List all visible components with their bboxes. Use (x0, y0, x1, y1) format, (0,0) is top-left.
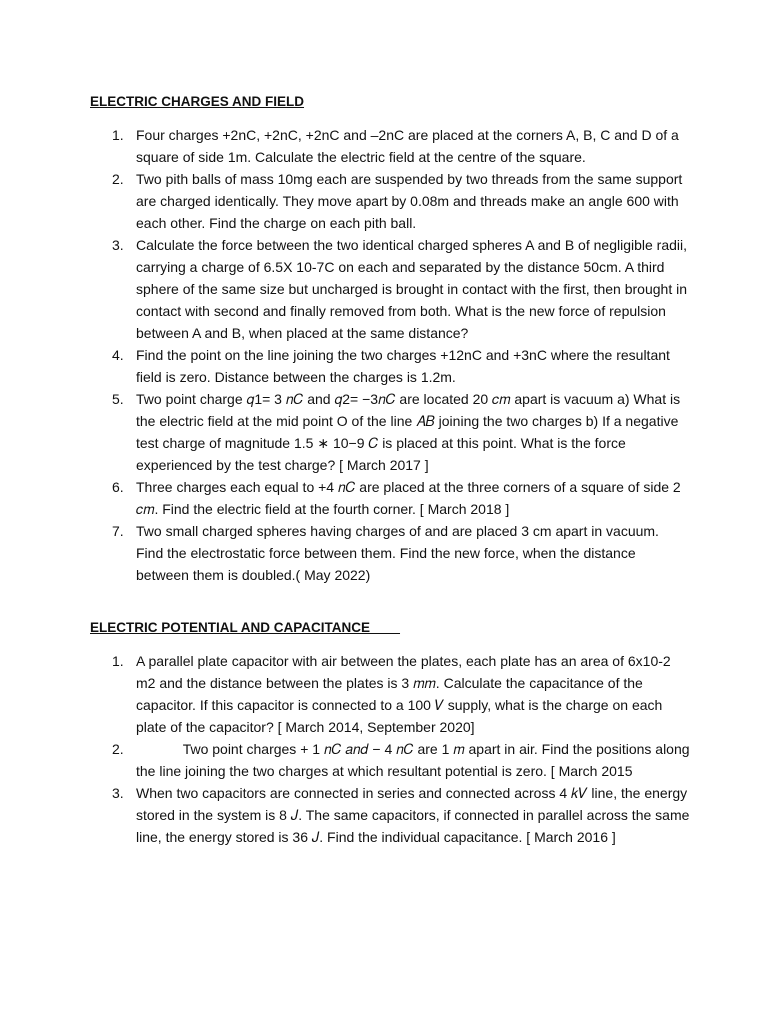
list-item (90, 782, 690, 848)
section-title-potential-capacitance: ELECTRIC POTENTIAL AND CAPACITANCE (90, 620, 401, 635)
item-number: 3. (112, 237, 124, 253)
list-item (90, 124, 690, 168)
item-number: 1. (112, 127, 124, 143)
item-number: 2. (112, 171, 124, 187)
list-item (90, 344, 690, 388)
item-number: 3. (112, 785, 124, 801)
item-text: Find the point on the line joining the two charges +12nC and +3nC where the resultant field is zero. Distance between the charges is 1.2m. (136, 347, 670, 385)
item-number: 2. (112, 741, 124, 757)
item-text: When two capacitors are connected in series and connected across 4 𝑘𝑉 line, the energy stored in the system is 8 𝐽. The same capacitors, if connected in parallel across the same line, the energy stored is 36 𝐽. Find the individual capacitance. [ March 2016 ] (136, 785, 690, 845)
item-number: 7. (112, 523, 124, 539)
item-number: 5. (112, 391, 124, 407)
list-item (90, 650, 690, 738)
item-text: Two point charge 𝑞1= 3 𝑛𝐶 and 𝑞2= −3𝑛𝐶 are located 20 𝑐𝑚 apart is vacuum a) What is the electric field at the mid point O of the line 𝐴𝐵 joining the two charges b) If a negative test charge of magnitude 1.5 ∗ 10−9 𝐶 is placed at this point. What is the force experienced by the test charge? [ March 2017 ] (136, 391, 681, 473)
question-list-potential-capacitance (90, 650, 694, 848)
item-text: Three charges each equal to +4 𝑛𝐶 are placed at the three corners of a square of side 2 𝑐𝑚. Find the electric field at the fourth corner. [ March 2018 ] (136, 479, 681, 517)
section-title-charges-field: ELECTRIC CHARGES AND FIELD (90, 94, 305, 109)
list-item (90, 234, 690, 344)
item-text: Two point charges + 1 𝑛𝐶 𝑎𝑛𝑑 − 4 𝑛𝐶 are 1 𝑚 apart in air. Find the positions along the line joining the two charges at which resultant potential is zero. [ March 2015 (136, 741, 694, 779)
item-number: 1. (112, 653, 124, 669)
item-text: A parallel plate capacitor with air between the plates, each plate has an area of 6x10-2 m2 and the distance between the plates is 3 𝑚𝑚. Calculate the capacitance of the capacitor. If this capacitor is connected to a 100 𝑉 supply, what is the charge on each plate of the capacitor? [ March 2014, September 2020] (136, 653, 671, 735)
list-item (90, 738, 694, 782)
question-list-charges-field (90, 124, 690, 586)
item-text: Two pith balls of mass 10mg each are suspended by two threads from the same support are charged identically. They move apart by 0.08m and threads make an angle 600 with each other. Find the charge on each pith ball. (136, 171, 683, 231)
item-text: Calculate the force between the two identical charged spheres A and B of negligible radii, carrying a charge of 6.5X 10-7C on each and separated by the distance 50cm. A third sphere of the same size but uncharged is brought in contact with the first, then brought in contact with second and finally removed from both. What is the new force of repulsion between A and B, when placed at the same distance? (136, 237, 688, 341)
list-item (90, 520, 690, 586)
item-number: 6. (112, 479, 124, 495)
item-text: Four charges +2nC, +2nC, +2nC and –2nC are placed at the corners A, B, C and D of a square of side 1m. Calculate the electric field at the centre of the square. (136, 127, 679, 165)
list-item (90, 388, 690, 476)
list-item (90, 168, 690, 234)
list-item (90, 476, 690, 520)
item-number: 4. (112, 347, 124, 363)
item-text: Two small charged spheres having charges of and are placed 3 cm apart in vacuum. Find the electrostatic force between them. Find the new force, when the distance between them is doubled.( May 2022) (136, 523, 659, 583)
